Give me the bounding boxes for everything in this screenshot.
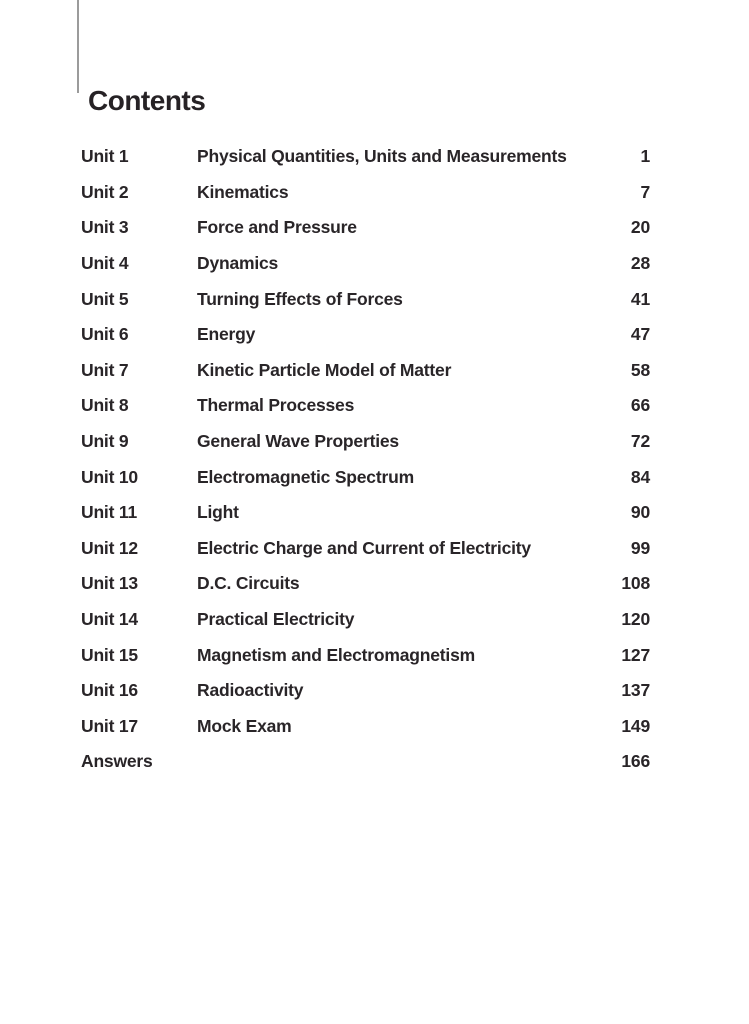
toc-row — [81, 139, 650, 175]
toc-unit-title: Turning Effects of Forces — [197, 288, 403, 309]
toc-page-number: 120 — [621, 609, 650, 630]
toc-unit-label: Answers — [81, 751, 153, 772]
toc-unit-label: Unit 13 — [81, 573, 138, 594]
toc-unit-label: Unit 8 — [81, 395, 129, 416]
toc-unit-label: Unit 16 — [81, 680, 138, 701]
toc-unit-title: Electric Charge and Current of Electricity — [197, 537, 531, 558]
toc-unit-title: Radioactivity — [197, 680, 304, 701]
toc-page-number: 108 — [621, 573, 650, 594]
toc-unit-title: Energy — [197, 324, 256, 345]
toc-page-number: 47 — [630, 324, 650, 345]
toc-row — [81, 495, 650, 531]
toc-unit-label: Unit 7 — [81, 359, 129, 380]
toc-page-number: 149 — [621, 715, 650, 736]
toc-row — [81, 531, 650, 567]
toc-row — [81, 281, 650, 317]
table-of-contents — [81, 139, 650, 780]
toc-page-number: 28 — [630, 253, 650, 274]
toc-unit-label: Unit 4 — [81, 253, 129, 274]
toc-page-number: 1 — [640, 146, 650, 167]
toc-unit-title: Force and Pressure — [197, 217, 357, 238]
toc-unit-label: Unit 12 — [81, 537, 138, 558]
toc-page-number: 127 — [621, 644, 650, 665]
toc-unit-label: Unit 15 — [81, 644, 138, 665]
toc-unit-title: Practical Electricity — [197, 609, 355, 630]
toc-row — [81, 637, 650, 673]
toc-page-number: 166 — [621, 751, 650, 772]
toc-unit-label: Unit 9 — [81, 431, 129, 452]
toc-unit-label: Unit 17 — [81, 715, 138, 736]
toc-page-number: 90 — [630, 502, 650, 523]
toc-unit-title: Dynamics — [197, 253, 279, 274]
toc-unit-title: Mock Exam — [197, 715, 292, 736]
toc-page-number: 20 — [630, 217, 650, 238]
toc-unit-title: Kinematics — [197, 181, 289, 202]
toc-unit-label: Unit 11 — [81, 502, 137, 523]
toc-row — [81, 709, 650, 745]
page-title: Contents — [88, 84, 206, 116]
toc-unit-title: Physical Quantities, Units and Measurements — [197, 146, 567, 167]
toc-row — [81, 673, 650, 709]
toc-unit-label: Unit 5 — [81, 288, 129, 309]
toc-page-number: 99 — [630, 537, 650, 558]
toc-unit-label: Unit 3 — [81, 217, 129, 238]
toc-unit-label: Unit 6 — [81, 324, 129, 345]
toc-row — [81, 175, 650, 211]
toc-unit-title: Electromagnetic Spectrum — [197, 466, 414, 487]
toc-page-number: 7 — [640, 181, 650, 202]
toc-unit-label: Unit 1 — [81, 146, 129, 167]
toc-row — [81, 246, 650, 282]
toc-unit-title: Thermal Processes — [197, 395, 355, 416]
toc-unit-title: Kinetic Particle Model of Matter — [197, 359, 452, 380]
toc-page-number: 84 — [630, 466, 650, 487]
toc-unit-title: D.C. Circuits — [197, 573, 300, 594]
toc-page-number: 41 — [630, 288, 650, 309]
toc-row — [81, 210, 650, 246]
toc-row — [81, 602, 650, 638]
toc-row — [81, 317, 650, 353]
toc-page-number: 137 — [621, 680, 650, 701]
toc-row — [81, 424, 650, 460]
toc-row — [81, 566, 650, 602]
toc-unit-label: Unit 14 — [81, 609, 138, 630]
toc-unit-title: Magnetism and Electromagnetism — [197, 644, 475, 665]
toc-row — [81, 353, 650, 389]
toc-page-number: 58 — [630, 359, 650, 380]
toc-row — [81, 388, 650, 424]
heading-accent-rule — [77, 0, 79, 93]
toc-row — [81, 459, 650, 495]
toc-page-number: 72 — [630, 431, 650, 452]
toc-unit-title: Light — [197, 502, 239, 523]
toc-row — [81, 744, 650, 780]
toc-unit-label: Unit 2 — [81, 181, 129, 202]
toc-unit-title: General Wave Properties — [197, 431, 399, 452]
toc-page-number: 66 — [630, 395, 650, 416]
toc-unit-label: Unit 10 — [81, 466, 138, 487]
